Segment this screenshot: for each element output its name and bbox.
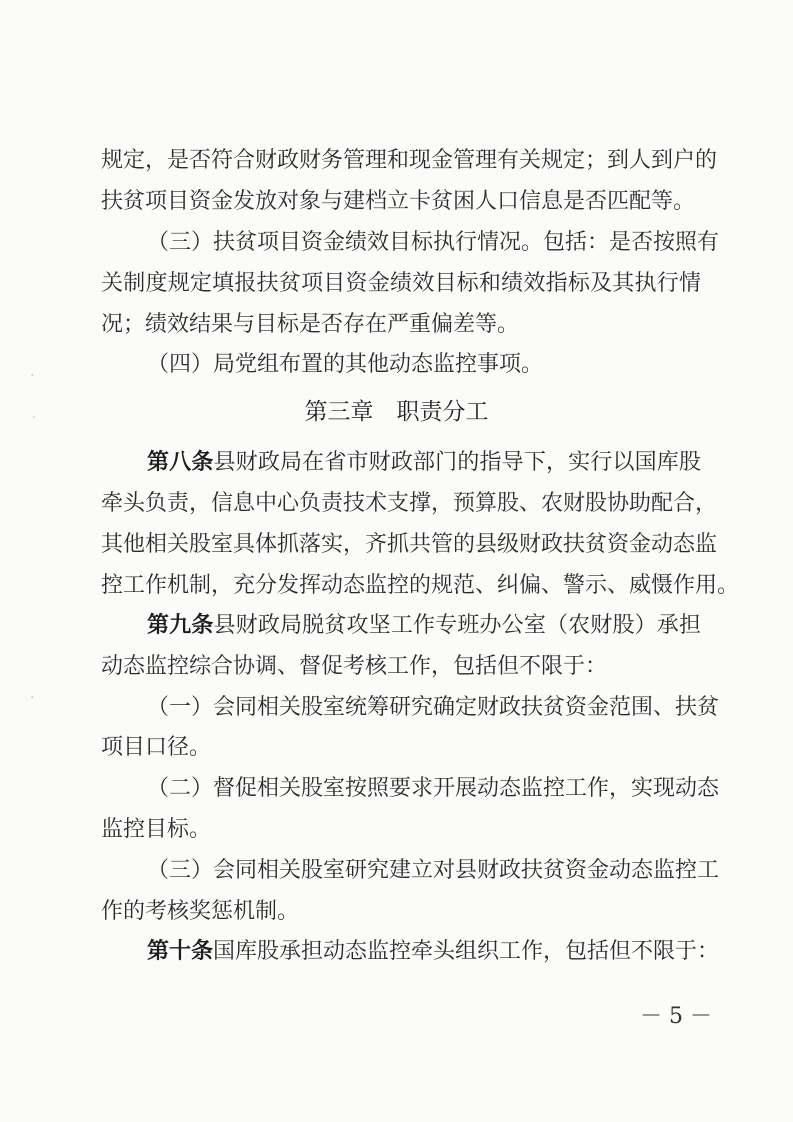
paragraph-line: （一）会同相关股室统筹研究确定财政扶贫资金范围、扶贫 [147,695,720,720]
article-9-line: 第九条县财政局脱贫攻坚工作专班办公室（农财股）承担 [147,613,701,638]
article-label: 第十条 [147,939,214,964]
paragraph-line: （三）会同相关股室研究建立对县财政扶贫资金动态监控工 [147,858,720,883]
scan-speck: · [30,368,35,384]
chapter-heading: 第三章 职责分工 [304,399,489,425]
paragraph-line: 牵头负责，信息中心负责技术支撑，预算股、农财股协助配合， [101,491,718,516]
paragraph-line: （二）督促相关股室按照要求开展动态监控工作，实现动态 [147,776,720,801]
paragraph-line: 况；绩效结果与目标是否存在严重偏差等。 [101,312,520,337]
paragraph-line: 关制度规定填报扶贫项目资金绩效目标和绩效指标及其执行情 [101,271,701,296]
article-8-line: 第八条县财政局在省市财政部门的指导下，实行以国库股 [147,450,701,475]
paragraph-line: 规定，是否符合财政财务管理和现金管理有关规定；到人到户的 [101,148,718,173]
paragraph-line: 监控目标。 [101,817,212,842]
paragraph-line: 项目口径。 [101,735,212,760]
paragraph-line: 扶贫项目资金发放对象与建档立卡贫困人口信息是否匹配等。 [101,189,696,214]
page-number: － 5 － [640,1004,712,1029]
article-label: 第八条 [147,450,214,475]
paragraph-line: 控工作机制，充分发挥动态监控的规范、纠偏、警示、威慑作用。 [101,573,740,598]
article-10-line: 第十条国库股承担动态监控牵头组织工作，包括但不限于： [147,939,720,964]
scan-speck: · [30,690,35,706]
paragraph-line: 作的考核奖惩机制。 [101,899,300,924]
paragraph-line: 动态监控综合协调、督促考核工作，包括但不限于： [101,654,608,679]
paragraph-line: （三）扶贫项目资金绩效目标执行情况。包括：是否按照有 [147,230,720,255]
scan-speck: · [32,410,37,426]
paragraph-line: （四）局党组布置的其他动态监控事项。 [147,352,544,377]
article-label: 第九条 [147,613,214,638]
paragraph-line: 其他相关股室具体抓落实，齐抓共管的县级财政扶贫资金动态监 [101,532,718,557]
